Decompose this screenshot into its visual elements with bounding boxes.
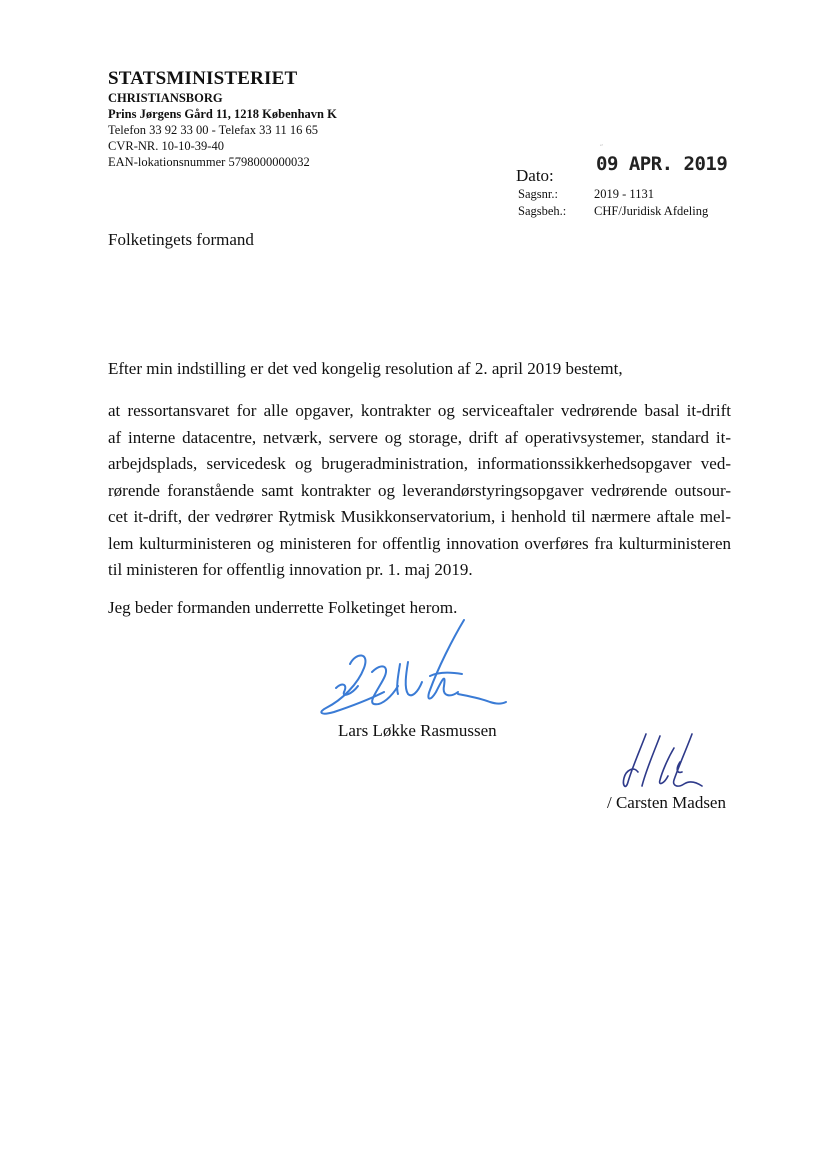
letterhead-phone: Telefon 33 92 33 00 - Telefax 33 11 16 65 bbox=[108, 123, 319, 137]
letterhead-cvr: CVR-NR. 10-10-39-40 bbox=[108, 139, 224, 153]
body-line: arbejdsplads, servicedesk og brugeradministration, informationssikkerhedsopgaver ved- bbox=[108, 454, 731, 473]
sagsbeh-value: CHF/Juridisk Afdeling bbox=[594, 204, 709, 218]
letterhead-address: Prins Jørgens Gård 11, 1218 København K bbox=[108, 107, 337, 121]
sagsnr-label: Sagsnr.: bbox=[518, 187, 558, 201]
date-stamp: 09 APR. 2019 bbox=[596, 153, 728, 175]
primary-signature bbox=[312, 612, 512, 722]
body-line: lem kulturministeren og ministeren for offentlig innovation overføres fra kulturministeren bbox=[108, 533, 731, 553]
body-line: at ressortansvaret for alle opgaver, kontrakter og serviceaftaler vedrørende basal it-drift bbox=[108, 401, 731, 420]
letterhead-title: STATSMINISTERIET bbox=[108, 68, 298, 89]
body-paragraph bbox=[108, 398, 731, 584]
closing-paragraph: Jeg beder formanden underrette Folketinget herom. bbox=[108, 598, 458, 617]
body-line: cet it-drift, der vedrører Rytmisk Musikkonservatorium, i henhold til nærmere aftale mel- bbox=[108, 507, 731, 526]
body-line: rørende foranstående samt kontrakter og leverandørstyringsopgaver vedrørende outsour- bbox=[108, 480, 731, 500]
body-line: af interne datacentre, netværk, servere og storage, drift af operativsystemer, standard it- bbox=[108, 427, 731, 447]
letterhead-ean: EAN-lokationsnummer 5798000000032 bbox=[108, 155, 310, 169]
stamp-mark: ˝ bbox=[600, 143, 603, 153]
dato-label: Dato: bbox=[516, 166, 554, 185]
body-line: til ministeren for offentlig innovation pr. 1. maj 2019. bbox=[108, 560, 473, 579]
intro-paragraph: Efter min indstilling er det ved kongelig resolution af 2. april 2019 bestemt, bbox=[108, 359, 623, 378]
primary-signer-name: Lars Løkke Rasmussen bbox=[338, 721, 497, 740]
recipient: Folketingets formand bbox=[108, 230, 254, 249]
sagsnr-value: 2019 - 1131 bbox=[594, 187, 654, 201]
sagsbeh-label: Sagsbeh.: bbox=[518, 204, 567, 218]
secondary-signature bbox=[616, 728, 706, 792]
letterhead-subtitle: CHRISTIANSBORG bbox=[108, 91, 223, 105]
secondary-signer-name: / Carsten Madsen bbox=[607, 793, 726, 812]
